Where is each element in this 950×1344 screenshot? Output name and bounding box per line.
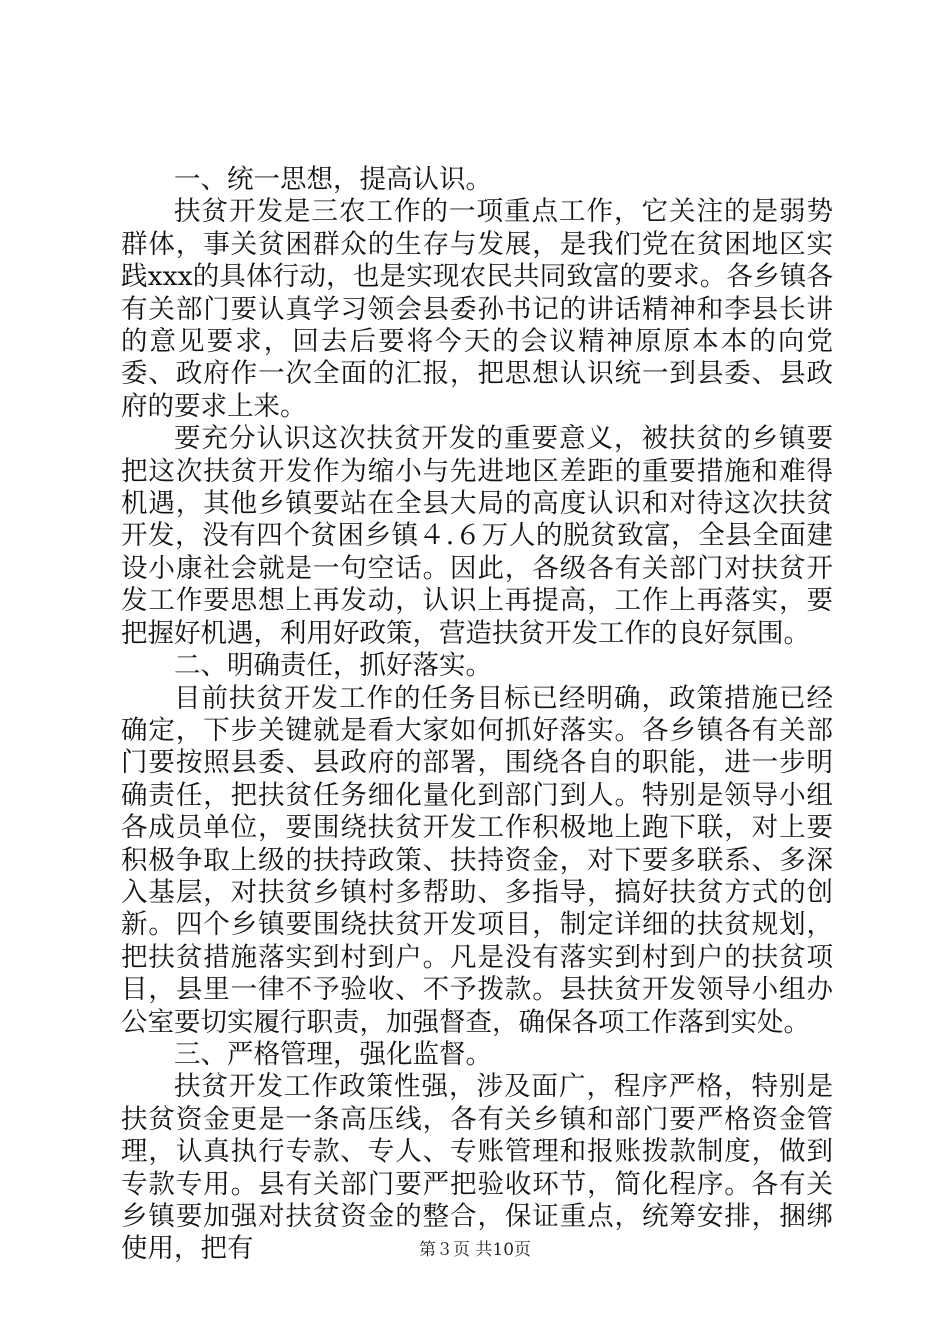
page-number-label: 第３页 共10页	[418, 1240, 532, 1260]
section-heading-1: 一、统一思想，提高认识。	[174, 164, 492, 195]
section-heading-2: 二、明确责任，抓好落实。	[174, 650, 492, 682]
paragraph-1: 扶贫开发是三农工作的一项重点工作，它关注的是弱势群体，事关贫困群众的生存与发展，是我们党在贫困地区实践xxx的具体行动，也是实现农民共同致富的要求。各乡镇各有关部门要认真学习领会县委孙书记的讲话精神和李县长讲的意见要求，回去后要将今天的会议精神原原本本的向党委、政府作一次全面的汇报，把思想认识统一到县委、县政府的要求上来。	[121, 196, 833, 422]
section-heading-3: 三、严格管理，强化监督。	[174, 1038, 492, 1070]
paragraph-3: 目前扶贫开发工作的任务目标已经明确，政策措施已经确定，下步关键就是看大家如何抓好落实。各乡镇各有关部门要按照县委、县政府的部署，围绕各自的职能，进一步明确责任，把扶贫任务细化量化到部门到人。特别是领导小组各成员单位，要围绕扶贫开发工作积极地上跑下联，对上要积极争取上级的扶持政策、扶持资金，对下要多联系、多深入基层，对扶贫乡镇村多帮助、多指导，搞好扶贫方式的创新。四个乡镇要围绕扶贫开发项目，制定详细的扶贫规划，把扶贫措施落实到村到户。凡是没有落实到村到户的扶贫项目，县里一律不予验收、不予拨款。县扶贫开发领导小组办公室要切实履行职责，加强督查，确保各项工作落到实处。	[121, 682, 833, 1038]
document-body	[121, 164, 833, 1266]
paragraph-2: 要充分认识这次扶贫开发的重要意义，被扶贫的乡镇要把这次扶贫开发作为缩小与先进地区差距的重要措施和难得机遇，其他乡镇要站在全县大局的高度认识和对待这次扶贫开发，没有四个贫困乡镇４.６万人的脱贫致富，全县全面建设小康社会就是一句空话。因此，各级各有关部门对扶贫开发工作要思想上再发动，认识上再提高，工作上再落实，要把握好机遇，利用好政策，营造扶贫开发工作的良好氛围。	[121, 423, 833, 649]
paragraph-4: 扶贫开发工作政策性强，涉及面广，程序严格，特别是扶贫资金更是一条高压线，各有关乡镇和部门要严格资金管理，认真执行专款、专人、专账管理和报账拨款制度，做到专款专用。县有关部门要严把验收环节，简化程序。各有关乡镇要加强对扶贫资金的整合，保证重点，统筹安排，捆绑使用，把有	[121, 1071, 833, 1265]
page-footer	[0, 1239, 950, 1261]
